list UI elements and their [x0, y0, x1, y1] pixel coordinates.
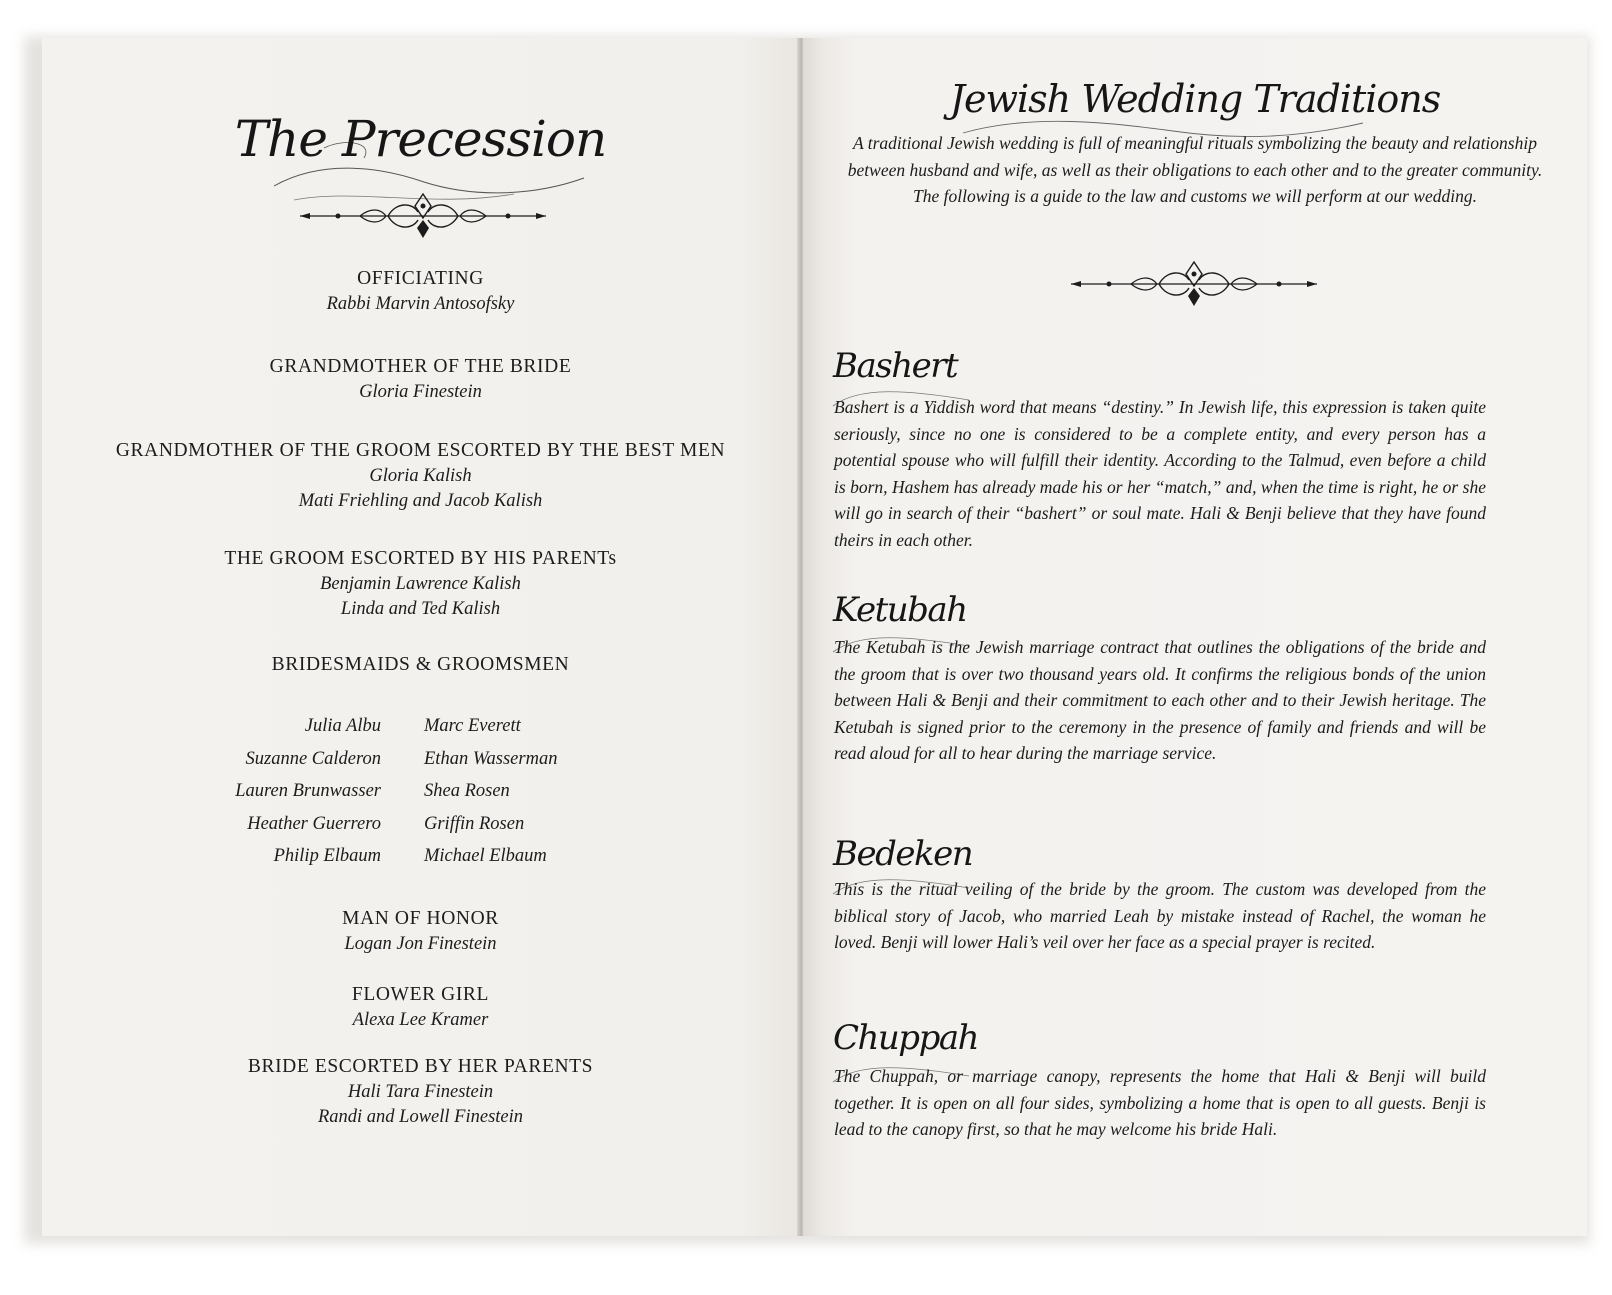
procession-bride — [42, 1054, 799, 1130]
participant-name: Rabbi Marvin Antosofsky — [326, 294, 515, 314]
participant-name: Alexa Lee Kramer — [352, 1010, 489, 1030]
section-heading: Ketubah — [833, 590, 967, 630]
participant-name: Linda and Ted Kalish — [340, 599, 501, 619]
participant-name: Hali Tara Finestein — [347, 1082, 494, 1102]
participant-name: Randi and Lowell Finestein — [317, 1107, 524, 1127]
procession-groom — [42, 546, 799, 622]
section-heading: Chuppah — [833, 1018, 979, 1058]
role-label: THE GROOM ESCORTED BY HIS PARENTs — [224, 548, 617, 569]
groomsman-name: Michael Elbaum — [424, 846, 547, 866]
section-body: Bashert is a Yiddish word that means “destiny.” In Jewish life, this expression is taken quite seriously, since no one is considered to be a complete entity, and every person has a potential spouse who will fulfill their identity. According to the Talmud, even before a child is born, Hashem has already made his or her “match,” and, when the time is right, he or she will go in search of their “bashert” or soul mate. Hali & Benji believe that they have found theirs in each other. — [834, 397, 1486, 550]
right-page — [803, 38, 1587, 1236]
bridesmaid-name: Heather Guerrero — [247, 813, 381, 834]
flourish-ornament-icon — [1069, 258, 1319, 310]
role-label: FLOWER GIRL — [351, 984, 490, 1005]
participant-name: Benjamin Lawrence Kalish — [320, 574, 521, 594]
bridesmaid-name: Lauren Brunwasser — [235, 781, 381, 801]
participant-name: Mati Friehling and Jacob Kalish — [298, 491, 543, 511]
role-label: GRANDMOTHER OF THE GROOM ESCORTED BY THE BEST MEN — [115, 440, 726, 461]
section-body: The Chuppah, or marriage canopy, represents the home that Hali & Benji will build together. It is open on all four sides, symbolizing a home that is open to all guests. Benji is lead to the canopy first, so that he may welcome his bride Hali. — [834, 1066, 1486, 1139]
page-title: The Precession — [234, 110, 607, 168]
groomsman-name: Griffin Rosen — [424, 813, 525, 834]
section-heading: Bedeken — [833, 834, 973, 874]
left-page — [42, 38, 799, 1236]
procession-flower-girl — [42, 982, 799, 1033]
participant-name: Gloria Kalish — [369, 466, 472, 486]
bridesmaids-column — [235, 710, 381, 873]
section-body: This is the ritual veiling of the bride by the groom. The custom was developed from the biblical story of Jacob, who married Leah by mistake instead of Rachel, the woman he loved. Benji will lower Hali’s veil over her face as a special prayer is recited. — [834, 879, 1486, 952]
intro-paragraph: A traditional Jewish wedding is full of meaningful rituals symbolizing the beauty and relationship between husband and wife, as well as their obligations to each other and to the greater community. The following is a guide to the law and customs we will perform at our wedding. — [847, 133, 1543, 206]
bridesmaid-name: Julia Albu — [304, 716, 381, 736]
groomsman-name: Marc Everett — [424, 716, 521, 736]
procession-grandmother-bride — [42, 354, 799, 405]
procession-officiating — [42, 266, 799, 317]
procession-grandmother-groom — [42, 438, 799, 514]
wedding-party-list — [42, 710, 799, 880]
groomsmen-column — [424, 710, 557, 873]
participant-name: Gloria Finestein — [359, 382, 482, 402]
bridesmaid-name: Philip Elbaum — [273, 846, 381, 866]
role-label: GRANDMOTHER OF THE BRIDE — [269, 356, 572, 377]
section-heading: Bashert — [833, 346, 958, 386]
role-label: BRIDE ESCORTED BY HER PARENTS — [247, 1056, 594, 1077]
role-label: OFFICIATING — [357, 268, 484, 289]
groomsman-name: Ethan Wasserman — [424, 748, 558, 769]
flourish-ornament-icon — [300, 190, 546, 242]
procession-man-of-honor — [42, 906, 799, 957]
role-label: BRIDESMAIDS & GROOMSMEN — [271, 654, 570, 675]
page-title: Jewish Wedding Traditions — [949, 77, 1441, 121]
procession-wedding-party — [42, 652, 799, 678]
role-label: MAN OF HONOR — [342, 908, 499, 929]
groomsman-name: Shea Rosen — [424, 781, 510, 801]
bridesmaid-name: Suzanne Calderon — [245, 748, 381, 769]
section-body: The Ketubah is the Jewish marriage contract that outlines the obligations of the bride and the groom that is over two thousand years old. It confirms the religious bonds of the union between Hali & Benji and their commitment to each other and to their Jewish heritage. The Ketubah is signed prior to the ceremony in the presence of family and friends and will be read aloud for all to hear during the marriage service. — [834, 637, 1486, 763]
participant-name: Logan Jon Finestein — [344, 934, 497, 954]
